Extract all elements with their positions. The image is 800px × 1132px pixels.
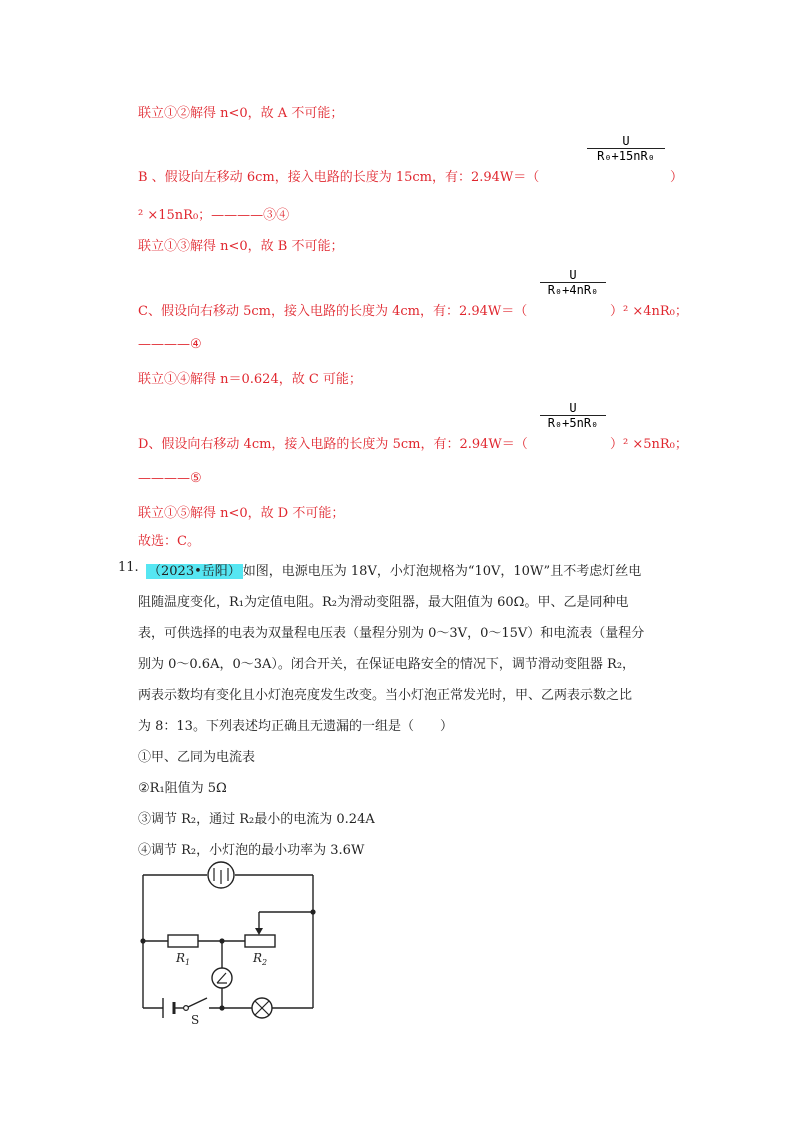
fraction-c-denominator: R₀+4nR₀ [547,283,599,297]
slider-arrow [255,928,263,935]
resistor-r2 [245,935,275,947]
junction-right [310,909,315,914]
meter-yi [212,968,232,988]
solution-line-c2: ————④ [138,337,202,352]
source-tag: （2023•岳阳） [148,564,241,579]
lamp [252,998,272,1018]
question-line-2: 阻随温度变化，R₁为定值电阻。R₂为滑动变阻器，最大阻值为 60Ω。甲、乙是同种电 [138,595,629,610]
fraction-d-denominator: R₀+5nR₀ [547,416,599,430]
meter-jia [208,862,234,888]
label-r2: $R_2$ [253,951,268,967]
switch-s [184,998,207,1010]
resistor-r1 [168,935,198,947]
question-line-1: 如图，电源电压为 18V，小灯泡规格为“10V，10W”且不考虑灯丝电 [242,564,642,579]
fraction-d-numerator: U [569,401,577,415]
option-4: ④调节 R₂，小灯泡的最小功率为 3.6W [138,843,365,858]
junction-bottom [219,1005,224,1010]
solution-line-c: C、假设向右移动 5cm，接入电路的长度为 4cm，有：2.94W＝（ [138,304,528,319]
solution-line-b: B 、假设向左移动 6cm，接入电路的长度为 15cm，有：2.94W＝（ [138,170,540,185]
option-2: ②R₁阻值为 5Ω [138,781,227,796]
solution-line-d2: ————⑤ [138,471,202,486]
label-s: S [191,1013,200,1027]
question-line-6: 为 8：13。下列表述均正确且无遗漏的一组是（ ） [138,719,453,734]
label-r1: $R_1$ [176,951,191,967]
question-line-3: 表，可供选择的电表为双量程电压表（量程分别为 0～3V，0～15V）和电流表（量程分 [138,626,645,641]
battery [163,998,174,1018]
solution-line-d-tail: ）² ×5nR₀； [610,437,688,452]
question-line-4: 别为 0～0.6A，0～3A）。闭合开关，在保证电路安全的情况下，调节滑动变阻器 R₂， [138,657,636,672]
solution-line-b2: ² ×15nR₀；————③④ [138,208,290,223]
solution-line-b-close: ） [670,170,684,185]
solution-line-d-concl: 联立①⑤解得 n<0，故 D 不可能； [138,506,345,521]
fraction-c-numerator: U [569,268,577,282]
question-line-5: 两表示数均有变化且小灯泡亮度发生改变。当小灯泡正常发光时，甲、乙两表示数之比 [138,688,633,703]
fraction-b-denominator: R₀+15nR₀ [597,149,655,163]
junction-mid [219,938,224,943]
fraction-b-numerator: U [622,134,630,148]
solution-line-c-tail: ）² ×4nR₀； [610,304,688,319]
question-number: 11. [118,560,139,575]
solution-line-a: 联立①②解得 n<0，故 A 不可能； [138,106,344,121]
solution-line-d: D、假设向右移动 4cm，接入电路的长度为 5cm，有：2.94W＝（ [138,437,528,452]
solution-line-c-concl: 联立①④解得 n＝0.624，故 C 可能； [138,372,362,387]
option-3: ③调节 R₂，通过 R₂最小的电流为 0.24A [138,812,375,827]
junction-left [140,938,145,943]
solution-line-b-concl: 联立①③解得 n<0，故 B 不可能； [138,239,344,254]
option-1: ①甲、乙同为电流表 [138,750,256,765]
solution-answer: 故选：C。 [138,534,200,549]
